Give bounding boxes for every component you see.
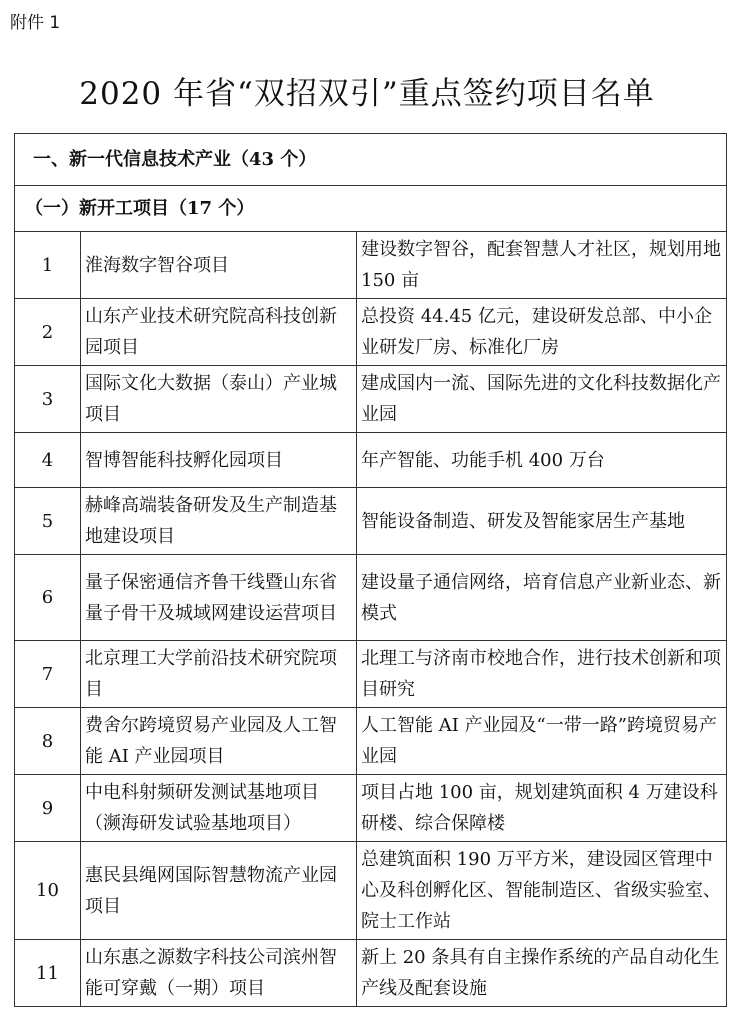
project-name: 惠民县绳网国际智慧物流产业园项目 [81,842,357,940]
row-number: 7 [15,641,81,708]
project-description: 北理工与济南市校地合作，进行技术创新和项目研究 [357,641,727,708]
project-description: 新上 20 条具有自主操作系统的产品自动化生产线及配套设施 [357,940,727,1007]
project-name: 国际文化大数据（泰山）产业城项目 [81,366,357,433]
table-row [15,366,727,433]
project-name: 赫峰高端装备研发及生产制造基地建设项目 [81,488,357,555]
attachment-label: 附件 1 [10,13,61,33]
project-description: 人工智能 AI 产业园及“一带一路”跨境贸易产业园 [357,708,727,775]
project-description: 建设数字智谷，配套智慧人才社区，规划用地 150 亩 [357,232,727,299]
row-number: 1 [15,232,81,299]
project-description: 项目占地 100 亩，规划建筑面积 4 万建设科研楼、综合保障楼 [357,775,727,842]
table-row [15,940,727,1007]
table-row [15,488,727,555]
project-description: 年产智能、功能手机 400 万台 [357,433,727,488]
table-row [15,232,727,299]
project-description: 建成国内一流、国际先进的文化科技数据化产业园 [357,366,727,433]
row-number: 4 [15,433,81,488]
project-table [14,133,727,1007]
table-row [15,433,727,488]
page-title: 2020 年省“双招双引”重点签约项目名单 [79,76,655,112]
project-name: 山东惠之源数字科技公司滨州智能可穿戴（一期）项目 [81,940,357,1007]
subsection-row [15,186,727,232]
table-row [15,708,727,775]
table-row [15,555,727,641]
project-name: 智博智能科技孵化园项目 [81,433,357,488]
table-row [15,641,727,708]
project-description: 建设量子通信网络，培育信息产业新业态、新模式 [357,555,727,641]
project-description: 总投资 44.45 亿元，建设研发总部、中小企业研发厂房、标准化厂房 [357,299,727,366]
project-name: 中电科射频研发测试基地项目（濒海研发试验基地项目） [81,775,357,842]
table-row [15,842,727,940]
project-name: 北京理工大学前沿技术研究院项目 [81,641,357,708]
row-number: 11 [15,940,81,1007]
table-row [15,775,727,842]
row-number: 10 [15,842,81,940]
project-name: 量子保密通信齐鲁干线暨山东省量子骨干及城域网建设运营项目 [81,555,357,641]
project-description: 智能设备制造、研发及智能家居生产基地 [357,488,727,555]
row-number: 2 [15,299,81,366]
row-number: 9 [15,775,81,842]
row-number: 5 [15,488,81,555]
section-heading: 一、新一代信息技术产业（43 个） [15,134,727,186]
row-number: 8 [15,708,81,775]
project-name: 山东产业技术研究院高科技创新园项目 [81,299,357,366]
project-name: 费舍尔跨境贸易产业园及人工智能 AI 产业园项目 [81,708,357,775]
row-number: 6 [15,555,81,641]
row-number: 3 [15,366,81,433]
project-name: 淮海数字智谷项目 [81,232,357,299]
project-description: 总建筑面积 190 万平方米，建设园区管理中心及科创孵化区、智能制造区、省级实验室、院士工作站 [357,842,727,940]
section-row [15,134,727,186]
table-row [15,299,727,366]
subsection-heading: （一）新开工项目（17 个） [15,186,727,232]
